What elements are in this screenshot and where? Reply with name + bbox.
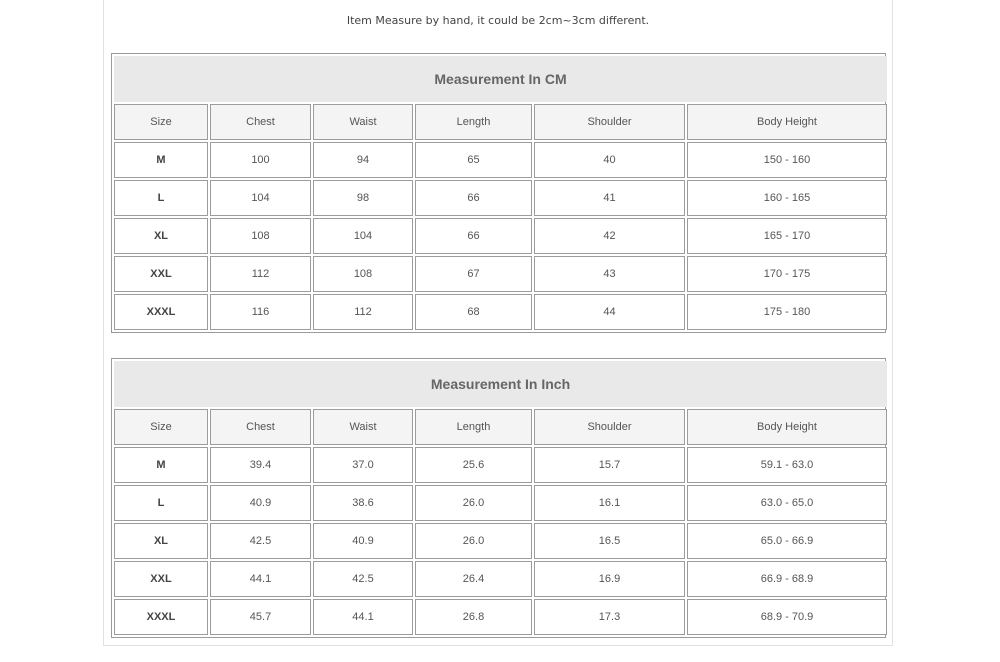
length-cell: 26.0 <box>415 485 532 521</box>
size-cell: XXXL <box>114 599 208 635</box>
chest-cell: 112 <box>210 256 311 292</box>
waist-cell: 40.9 <box>313 523 413 559</box>
header-chest: Chest <box>210 104 311 140</box>
cm-table-title: Measurement In CM <box>114 56 887 102</box>
length-cell: 26.8 <box>415 599 532 635</box>
table-row <box>114 599 887 635</box>
waist-cell: 42.5 <box>313 561 413 597</box>
body-height-cell: 59.1 - 63.0 <box>687 447 887 483</box>
header-chest: Chest <box>210 409 311 445</box>
body-height-cell: 63.0 - 65.0 <box>687 485 887 521</box>
chest-cell: 108 <box>210 218 311 254</box>
shoulder-cell: 17.3 <box>534 599 685 635</box>
body-height-cell: 150 - 160 <box>687 142 887 178</box>
length-cell: 68 <box>415 294 532 330</box>
waist-cell: 108 <box>313 256 413 292</box>
table-row <box>114 142 887 178</box>
header-waist: Waist <box>313 409 413 445</box>
chest-cell: 44.1 <box>210 561 311 597</box>
body-height-cell: 66.9 - 68.9 <box>687 561 887 597</box>
waist-cell: 38.6 <box>313 485 413 521</box>
length-cell: 66 <box>415 180 532 216</box>
inch-size-table <box>111 358 886 638</box>
size-cell: XXL <box>114 561 208 597</box>
body-height-cell: 170 - 175 <box>687 256 887 292</box>
length-cell: 26.4 <box>415 561 532 597</box>
size-cell: XL <box>114 218 208 254</box>
size-cell: M <box>114 447 208 483</box>
length-cell: 67 <box>415 256 532 292</box>
shoulder-cell: 16.1 <box>534 485 685 521</box>
chest-cell: 42.5 <box>210 523 311 559</box>
header-size: Size <box>114 104 208 140</box>
shoulder-cell: 42 <box>534 218 685 254</box>
length-cell: 66 <box>415 218 532 254</box>
table-row <box>114 180 887 216</box>
chest-cell: 100 <box>210 142 311 178</box>
chest-cell: 116 <box>210 294 311 330</box>
table-row <box>114 256 887 292</box>
size-cell: XXL <box>114 256 208 292</box>
waist-cell: 37.0 <box>313 447 413 483</box>
header-length: Length <box>415 104 532 140</box>
table-row <box>114 447 887 483</box>
body-height-cell: 175 - 180 <box>687 294 887 330</box>
header-body-height: Body Height <box>687 409 887 445</box>
size-cell: M <box>114 142 208 178</box>
body-height-cell: 68.9 - 70.9 <box>687 599 887 635</box>
waist-cell: 112 <box>313 294 413 330</box>
measure-note: Item Measure by hand, it could be 2cm~3cm different. <box>346 14 650 27</box>
shoulder-cell: 15.7 <box>534 447 685 483</box>
shoulder-cell: 44 <box>534 294 685 330</box>
size-cell: L <box>114 180 208 216</box>
shoulder-cell: 16.9 <box>534 561 685 597</box>
header-waist: Waist <box>313 104 413 140</box>
length-cell: 65 <box>415 142 532 178</box>
chest-cell: 39.4 <box>210 447 311 483</box>
table-row <box>114 218 887 254</box>
length-cell: 25.6 <box>415 447 532 483</box>
table-row <box>114 485 887 521</box>
waist-cell: 94 <box>313 142 413 178</box>
cm-header-row <box>114 104 887 140</box>
table-row <box>114 561 887 597</box>
inch-header-row <box>114 409 887 445</box>
waist-cell: 104 <box>313 218 413 254</box>
length-cell: 26.0 <box>415 523 532 559</box>
header-shoulder: Shoulder <box>534 409 685 445</box>
size-cell: XL <box>114 523 208 559</box>
chest-cell: 104 <box>210 180 311 216</box>
inch-table-title: Measurement In Inch <box>114 361 887 407</box>
waist-cell: 98 <box>313 180 413 216</box>
body-height-cell: 165 - 170 <box>687 218 887 254</box>
chest-cell: 40.9 <box>210 485 311 521</box>
size-cell: XXXL <box>114 294 208 330</box>
header-length: Length <box>415 409 532 445</box>
chest-cell: 45.7 <box>210 599 311 635</box>
table-row <box>114 294 887 330</box>
shoulder-cell: 16.5 <box>534 523 685 559</box>
header-size: Size <box>114 409 208 445</box>
size-cell: L <box>114 485 208 521</box>
body-height-cell: 65.0 - 66.9 <box>687 523 887 559</box>
header-body-height: Body Height <box>687 104 887 140</box>
body-height-cell: 160 - 165 <box>687 180 887 216</box>
waist-cell: 44.1 <box>313 599 413 635</box>
shoulder-cell: 40 <box>534 142 685 178</box>
shoulder-cell: 41 <box>534 180 685 216</box>
shoulder-cell: 43 <box>534 256 685 292</box>
cm-size-table <box>111 53 886 333</box>
header-shoulder: Shoulder <box>534 104 685 140</box>
table-row <box>114 523 887 559</box>
